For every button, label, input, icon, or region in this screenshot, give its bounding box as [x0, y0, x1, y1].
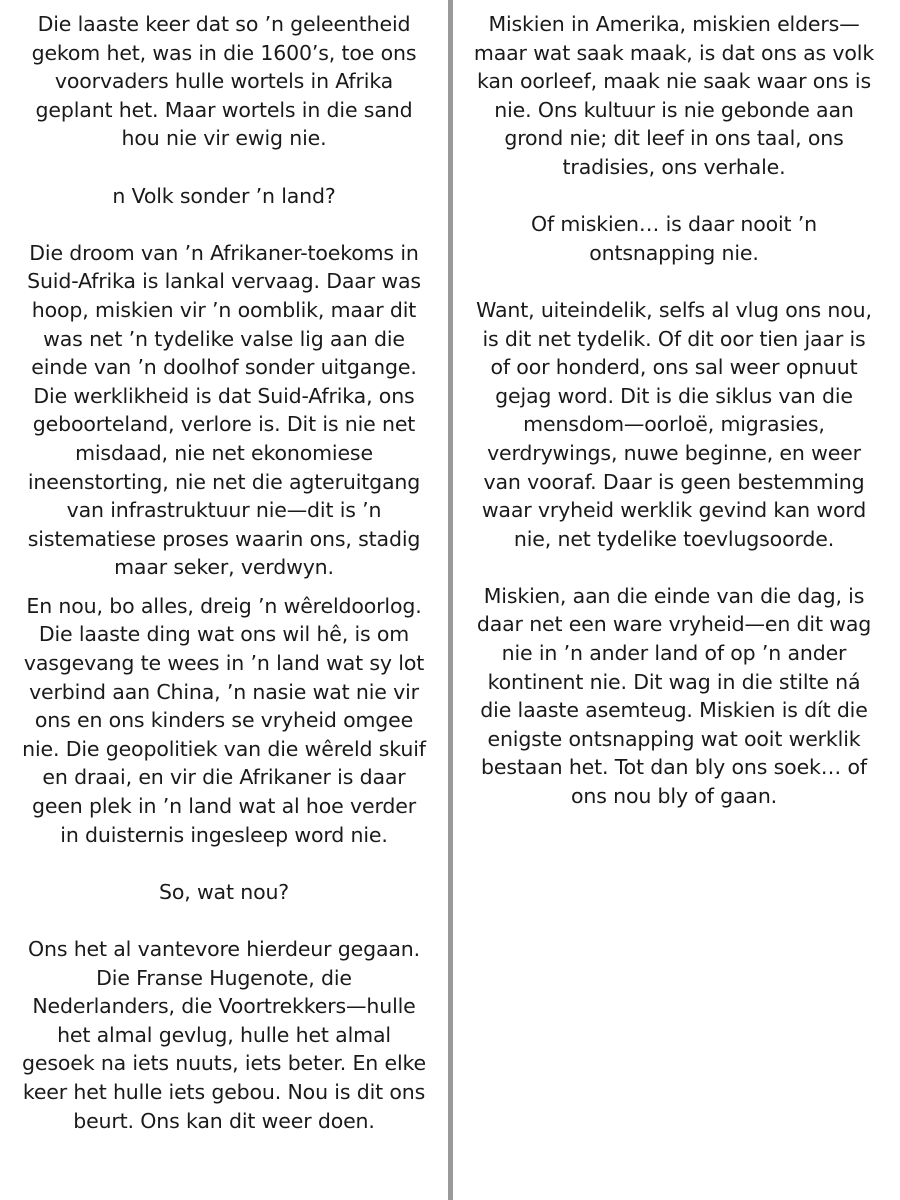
paragraph: Of miskien… is daar nooit ’n ontsnapping nie.	[530, 212, 817, 265]
paragraph: Die droom van ’n Afrikaner-toekoms in Suid-Afrika is lankal vervaag. Daar was hoop, miskien vir ’n oomblik, maar dit was net ’n tydelike valse lig aan die einde van ’n doolhof sonder uitgange. Die werklikheid is dat Suid-Afrika, ons geboorteland, verlore is. Dit is nie net misdaad, nie net ekonomiese ineenstorting, nie net die agteruitgang van infrastruktuur nie—dit is ’n sistematiese proses waarin ons, stadig maar seker, verdwyn.	[27, 240, 421, 580]
paragraph: Miskien in Amerika, miskien elders—maar wat saak maak, is dat ons as volk kan oorleef, maak nie saak waar ons is nie. Ons kultuur is nie gebonde aan grond nie; dit leef in ons taal, ons tradisies, ons verhale.	[473, 12, 875, 179]
section-heading: So, wat nou?	[158, 879, 290, 904]
left-column	[22, 10, 426, 1164]
paragraph: En nou, bo alles, dreig ’n wêreldoorlog. Die laaste ding wat ons wil hê, is om vasgevang te wees in ’n land wat sy lot verbind aan China, ’n nasie wat nie vir ons en ons kinders se vryheid omgee nie. Die geopolitiek van die wêreld skuif en draai, en vir die Afrikaner is daar geen plek in ’n land wat al hoe verder in duisternis ingesleep word nie.	[22, 593, 426, 847]
column-divider	[448, 0, 453, 1200]
paragraph: Die laaste keer dat so ’n geleentheid gekom het, was in die 1600’s, toe ons voorvaders hulle wortels in Afrika geplant het. Maar wortels in die sand hou nie vir ewig nie.	[31, 12, 417, 151]
paragraph: Miskien, aan die einde van die dag, is daar net een ware vryheid—en dit wag nie in ’n ander land of op ’n ander kontinent nie. Dit wag in die stilte ná die laaste asemteug. Miskien is dít die enigste ontsnapping wat ooit werklik bestaan het. Tot dan bly ons soek… of ons nou bly of gaan.	[476, 583, 872, 809]
section-heading: n Volk sonder ’n land?	[112, 183, 336, 208]
paragraph: Ons het al vantevore hierdeur gegaan. Die Franse Hugenote, die Nederlanders, die Voortrekkers—hulle het almal gevlug, hulle het almal gesoek na iets nuuts, iets beter. En elke keer het hulle iets gebou. Nou is dit ons beurt. Ons kan dit weer doen.	[22, 937, 426, 1133]
right-column	[470, 10, 878, 839]
paragraph: Want, uiteindelik, selfs al vlug ons nou, is dit net tydelik. Of dit oor tien jaar is of oor honderd, ons sal weer opnuut gejag word. Dit is die siklus van die mensdom—oorloë, migrasies, verdrywings, nuwe beginne, en weer van vooraf. Daar is geen bestemming waar vryheid werklik gevind kan word nie, net tydelike toevlugsoorde.	[476, 297, 872, 551]
